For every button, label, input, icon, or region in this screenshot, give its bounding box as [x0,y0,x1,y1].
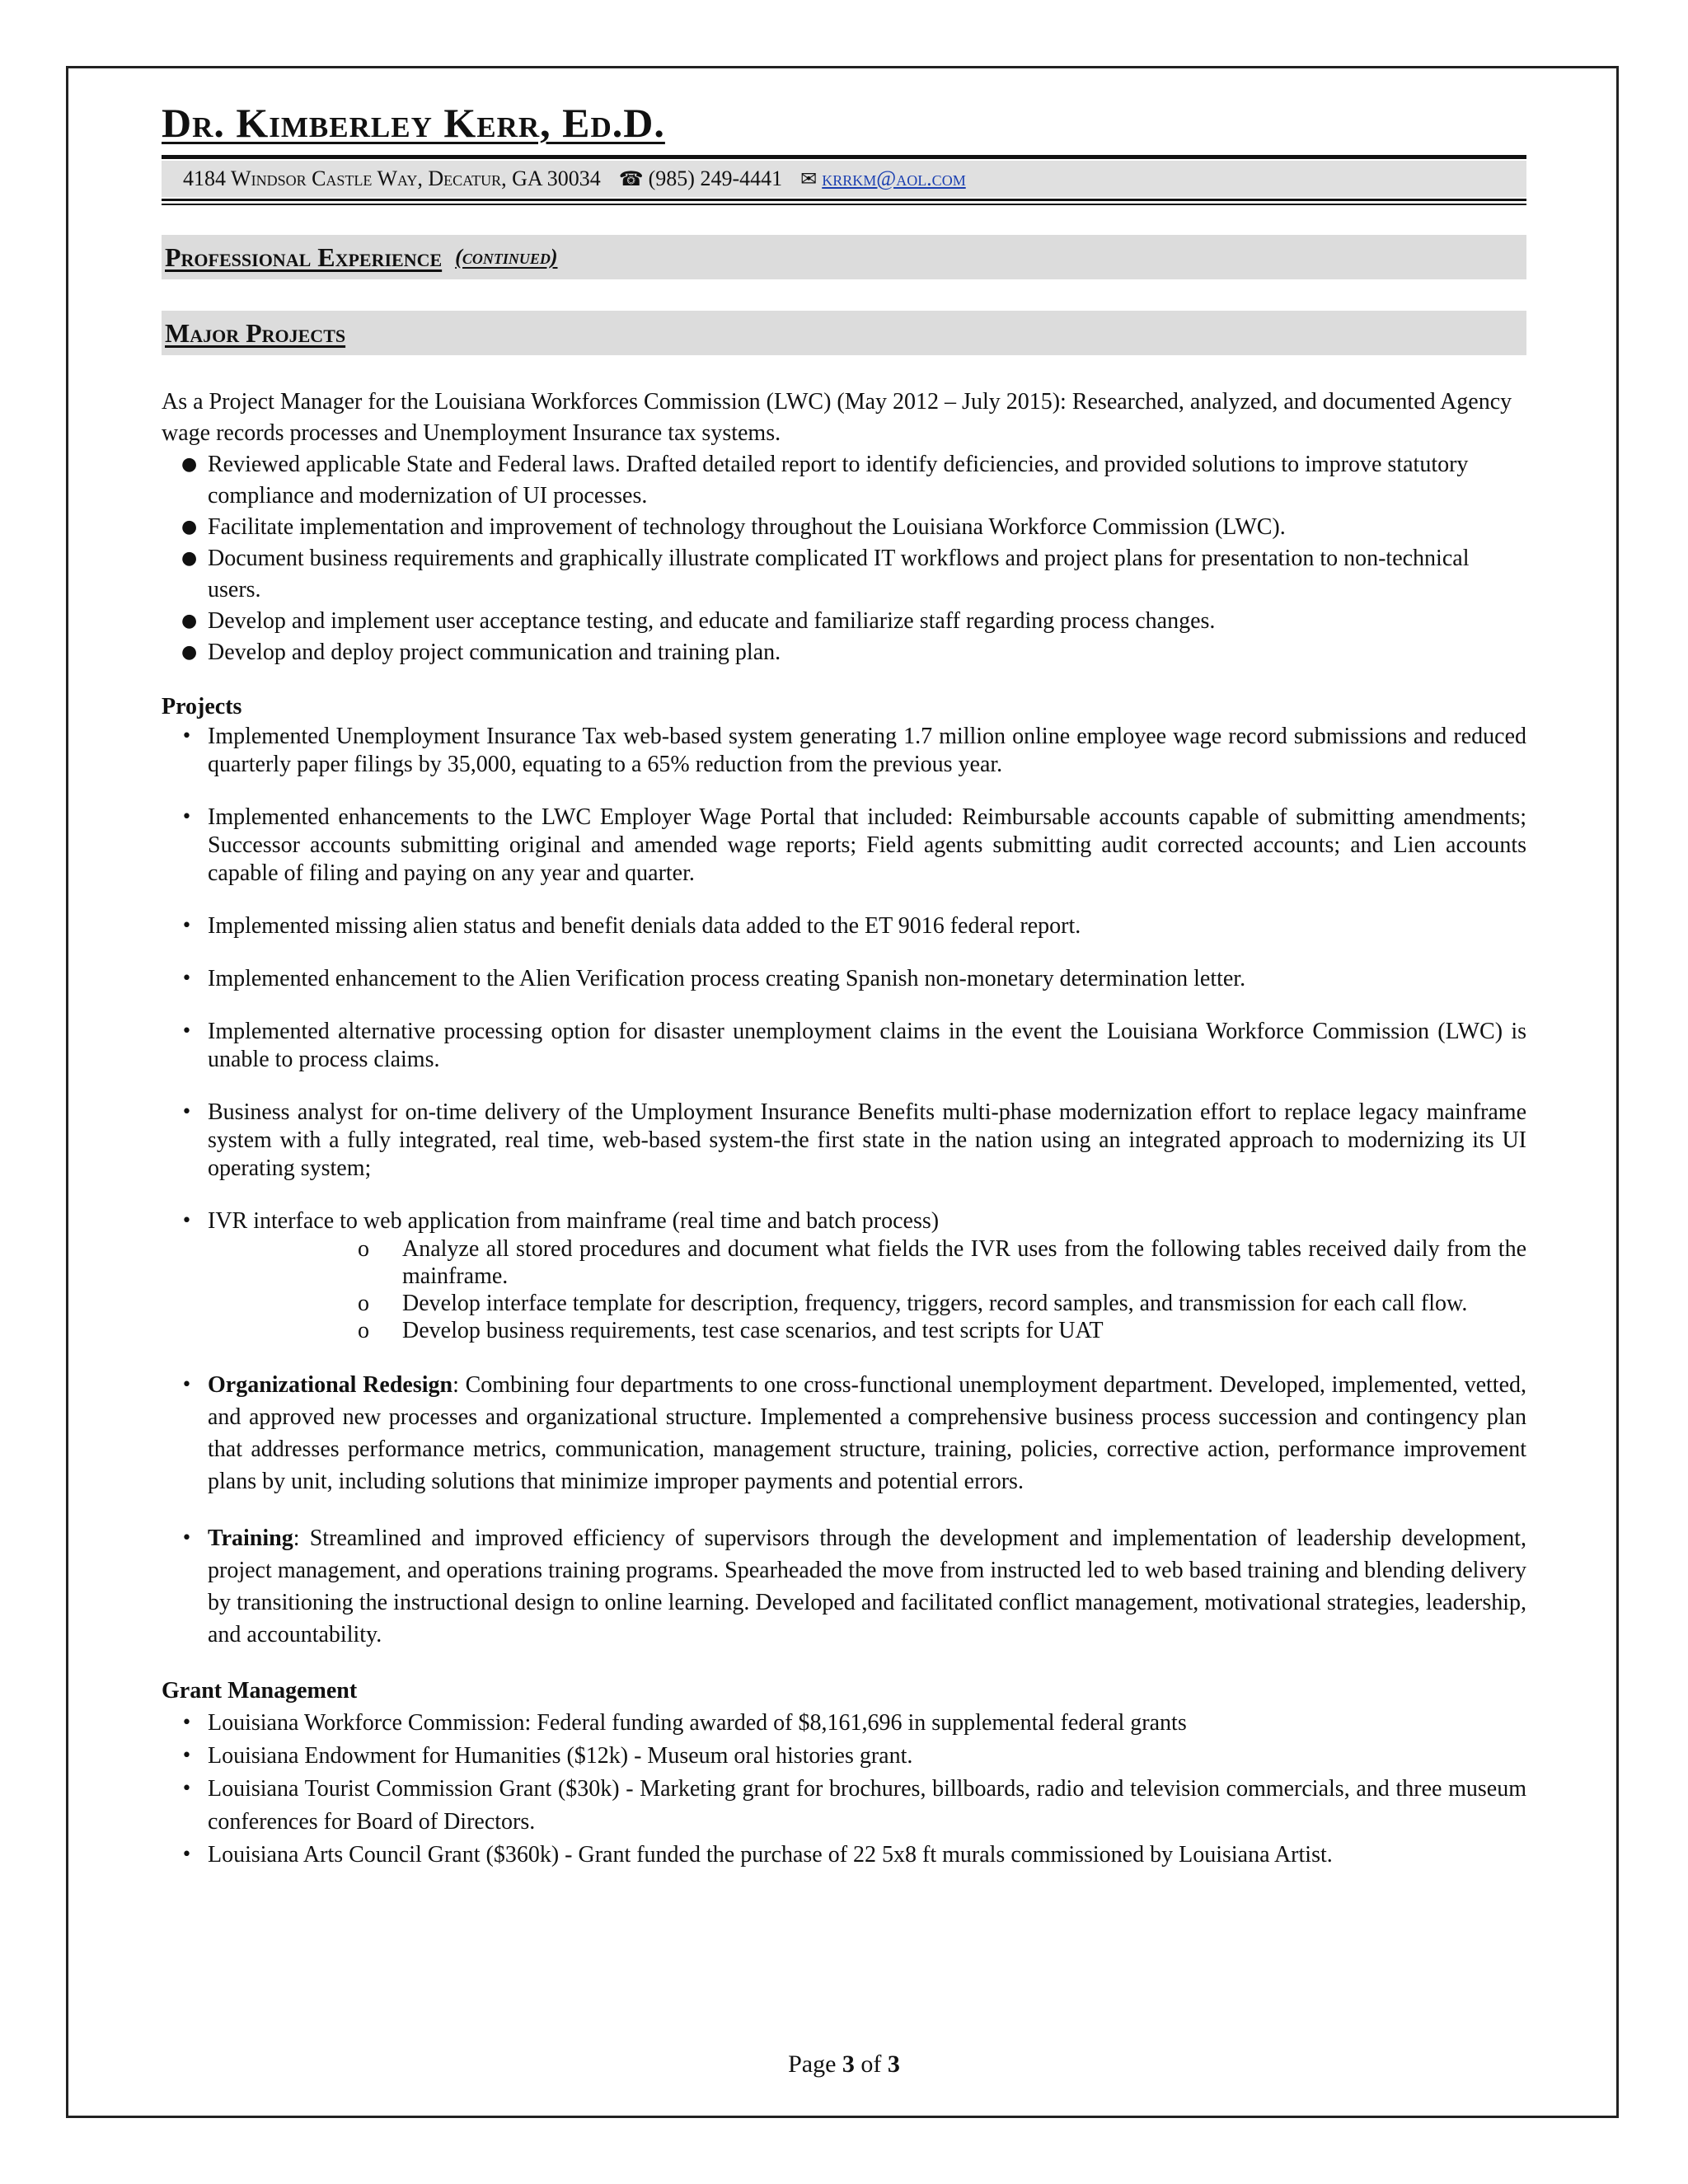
section-title: Major Projects [165,317,346,348]
grant-list [162,1707,1526,1872]
circle-bullet-icon: o [358,1291,369,1316]
sub-list-item: o Develop interface template for description, frequency, triggers, record samples, and transmission for each call flow. [358,1291,1468,1316]
resume-page [162,97,1526,1872]
list-item: ● Develop and deploy project communication and training plan. [162,637,1526,668]
list-item: • Implemented enhancements to the LWC Employer Wage Portal that included: Reimbursable accounts capable of submitting amendments; Successor accounts submitting original and amended wage reports; Field agents submitting audit corrected accounts; and Lien accounts capable of filing and paying on any year and quarter. [181,804,1526,886]
bullet-icon: ● [181,611,198,631]
list-item: • Business analyst for on-time delivery of the Umployment Insurance Benefits multi-phase modernization effort to replace legacy mainframe system with a fully integrated, real time, web-based system-the first state in the nation using an integrated approach to modernizing its UI operating system; [181,1099,1526,1181]
header-rule-bottom-thin [162,204,1526,205]
list-item: • IVR interface to web application from mainframe (real time and batch process) o Analyze all stored procedures and document what fields the IVR uses from the following tables received daily from the mainframe. o Develop interface template for description, frequency, triggers, record samples, and transmission for each call flow. o Develop business requirements, test case scenarios, and test scripts for UAT [181,1208,1526,1343]
bullet-icon: • [181,807,192,827]
bullet-icon: • [181,1102,192,1122]
list-item: • Training: Streamlined and improved efficiency of supervisors through the development and implementation of leadership development, project management, and operations training programs. Spearheaded the move from instructed led to web based training and blending delivery by transitioning the instructional design to online learning. Developed and facilitated conflict management, motivational strategies, leadership, and accountability. [162,1522,1526,1651]
bullet-icon: • [181,1021,192,1042]
intro-paragraph: As a Project Manager for the Louisiana Workforces Commission (LWC) (May 2012 – July 2015): Researched, analyzed, and documented Agency wage records processes and Unemployment Insurance tax systems. [162,389,1512,446]
bullet-icon: • [181,1746,192,1766]
training-label: Training [208,1526,293,1551]
contact-bar [162,161,1526,197]
list-item: • Implemented alternative processing option for disaster unemployment claims in the event the Louisiana Workforce Commission (LWC) is unable to process claims. [181,1019,1526,1072]
bullet-icon: ● [181,517,198,537]
list-item: ● Develop and implement user acceptance testing, and educate and familiarize staff regarding process changes. [162,606,1526,637]
bullet-icon: ● [181,642,198,663]
list-item: ● Reviewed applicable State and Federal laws. Drafted detailed report to identify deficiencies, and provided solutions to improve statutory compliance and modernization of UI processes. [162,449,1526,512]
phone-icon: ☎ [618,167,644,190]
circle-bullet-icon: o [358,1318,369,1343]
list-item: • Implemented missing alien status and benefit denials data added to the ET 9016 federal report. [181,913,1081,939]
sub-list-item: o Analyze all stored procedures and document what fields the IVR uses from the following tables received daily from the mainframe. [358,1236,1526,1289]
list-item: • Implemented enhancement to the Alien Verification process creating Spanish non-monetary determination letter. [181,966,1246,991]
bullet-icon: ● [181,454,198,475]
phone: (985) 249-4441 [648,166,783,190]
header-rule [162,155,1526,159]
circle-bullet-icon: o [358,1236,369,1262]
list-item: ● Facilitate implementation and improvement of technology throughout the Louisiana Workforce Commission (LWC). [162,512,1526,543]
bullet-icon: • [181,916,192,936]
list-item: • Implemented Unemployment Insurance Tax web-based system generating 1.7 million online employee wage record submissions and reduced quarterly paper filings by 35,000, equating to a 65% reduction from the previous year. [181,724,1526,777]
projects-list [162,723,1526,1651]
envelope-icon: ✉ [800,167,818,190]
section-professional-experience [162,235,1526,279]
bullet-icon: • [181,1844,192,1865]
bullet-icon: • [181,1779,192,1799]
sub-list-item: o Develop business requirements, test case scenarios, and test scripts for UAT [358,1318,1104,1343]
intro-bullet-list [162,449,1526,668]
page-number: Page 3 of 3 [788,2050,900,2078]
candidate-name: Dr. Kimberley Kerr, Ed.D. [162,100,665,146]
bullet-icon: ● [181,548,198,569]
bullet-icon: • [181,1211,192,1231]
list-item: ● Document business requirements and graphically illustrate complicated IT workflows and project plans for presentation to non-technical users. [162,543,1526,606]
grant-heading: Grant Management [162,1678,358,1704]
org-redesign-label: Organizational Redesign [208,1372,453,1398]
bullet-icon: • [181,1375,192,1395]
section-title: Professional Experience [165,241,443,272]
bullet-icon: • [181,968,192,989]
header-rule-bottom [162,199,1526,201]
list-item: • Louisiana Tourist Commission Grant ($30k) - Marketing grant for brochures, billboards, radio and television commercials, and three museum conferences for Board of Directors. [162,1773,1526,1839]
address: 4184 Windsor Castle Way, Decatur, GA 30034 [183,166,601,190]
ivr-sub-list [208,1235,1526,1344]
bullet-icon: • [181,1713,192,1733]
list-item: • Louisiana Endowment for Humanities ($12k) - Museum oral histories grant. [162,1740,1526,1773]
email-link[interactable]: krrkm@aol.com [822,166,966,190]
projects-heading: Projects [162,694,242,719]
bullet-icon: • [181,726,192,747]
section-major-projects [162,311,1526,355]
section-suffix: (continued) [455,245,558,269]
list-item: • Louisiana Workforce Commission: Federal funding awarded of $8,161,696 in supplemental federal grants [162,1707,1526,1740]
list-item: • Organizational Redesign: Combining four departments to one cross-functional unemployment department. Developed, implemented, vetted, and approved new processes and organizational structure. Implemented a comprehensive business process succession and contingency plan that addresses performance metrics, communication, management structure, training, policies, corrective action, performance improvement plans by unit, including solutions that minimize improper payments and potential errors. [162,1369,1526,1497]
bullet-icon: • [181,1528,192,1549]
list-item: • Louisiana Arts Council Grant ($360k) - Grant funded the purchase of 22 5x8 ft murals commissioned by Louisiana Artist. [162,1839,1526,1872]
